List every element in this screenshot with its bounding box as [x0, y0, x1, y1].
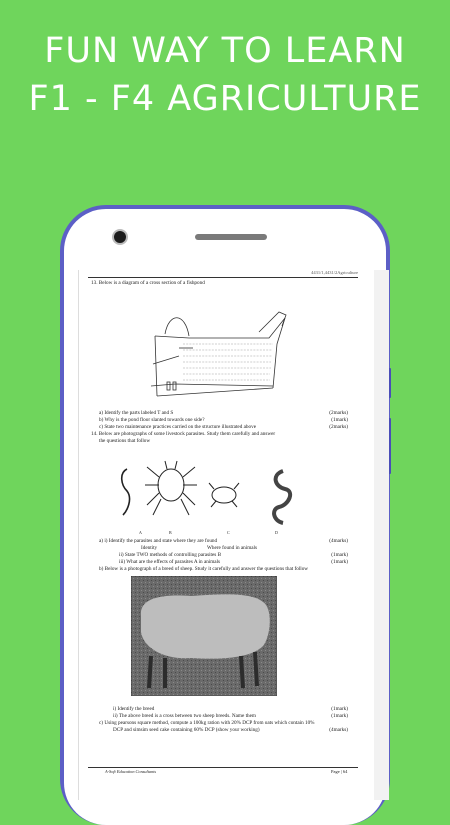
- sheep-photograph: [131, 576, 277, 696]
- header-rule: [88, 277, 358, 278]
- headline-line-2: F1 - F4 AGRICULTURE: [28, 79, 422, 119]
- page-number: Page | 64: [331, 769, 348, 774]
- q14-b: b) Below is a photograph of a breed of sheep. Study it carefully and answer the questions that follow: [99, 566, 309, 572]
- headline-line-1: FUN WAY TO LEARN: [44, 31, 406, 71]
- q13-b: b) Why is the pond floor slanted towards one side?: [99, 417, 205, 423]
- q13-c: c) State two maintenance practices carried on the structure illustrated above: [99, 424, 256, 430]
- q13-stem: 13. Below is a diagram of a cross section of a fishpond: [91, 280, 205, 286]
- q13-a-marks: (2marks): [329, 410, 348, 416]
- parasite-label-b: B: [169, 530, 172, 535]
- parasite-label-d: D: [275, 530, 278, 535]
- q14-b-ii-marks: (1mark): [331, 713, 348, 719]
- q14-a-iii: iii) What are the effects of parasites A in animals: [119, 559, 221, 565]
- q13-a: a) Identify the parts labeled T and S: [99, 410, 174, 416]
- parasites-figure: [119, 455, 319, 529]
- document-header-code: 4431/1,4431/2Agriculture: [311, 270, 358, 275]
- q14-c-marks: (4marks): [329, 727, 348, 733]
- column-identity: Identity: [141, 545, 158, 551]
- parasite-label-a: A: [139, 530, 142, 535]
- document-page[interactable]: [78, 270, 374, 800]
- q14-b-ii: ii) The above breed is a cross between two sheep breeds. Name them: [113, 713, 256, 719]
- front-camera-icon: [114, 231, 126, 243]
- q14-c-1: c) Using pearsons square method, compute a 100kg ration with 20% DCP from oats which contain 10%: [99, 720, 315, 726]
- q14-a-i-marks: (4marks): [329, 538, 348, 544]
- q14-b-i: i) Identify the breed: [113, 706, 155, 712]
- q13-b-marks: (1mark): [331, 417, 348, 423]
- q14-a-ii-marks: (1mark): [331, 552, 348, 558]
- viewer-scroll-gutter[interactable]: [373, 270, 389, 800]
- parasite-label-c: C: [227, 530, 230, 535]
- q14-b-i-marks: (1mark): [331, 706, 348, 712]
- q14-stem-1: 14. Below are photographs of some livestock parasites. Study them carefully and answer: [91, 431, 276, 437]
- q14-a-i: a) i) Identify the parasites and state where they are found: [99, 538, 218, 544]
- q14-stem-2: the questions that follow: [99, 438, 151, 444]
- footer-publisher: A-Soft Education Consultants: [105, 769, 157, 774]
- column-where-found: Where found in animals: [207, 545, 257, 551]
- q13-c-marks: (2marks): [329, 424, 348, 430]
- q14-a-iii-marks: (1mark): [331, 559, 348, 565]
- fishpond-diagram: [149, 306, 299, 402]
- q14-a-ii: ii) State TWO methods of controlling parasites B: [119, 552, 222, 558]
- q14-c-2: DCP and simsim seed cake containing 60% DCP (show your working): [113, 727, 260, 733]
- footer-rule: [88, 767, 358, 768]
- earpiece-speaker: [195, 234, 267, 240]
